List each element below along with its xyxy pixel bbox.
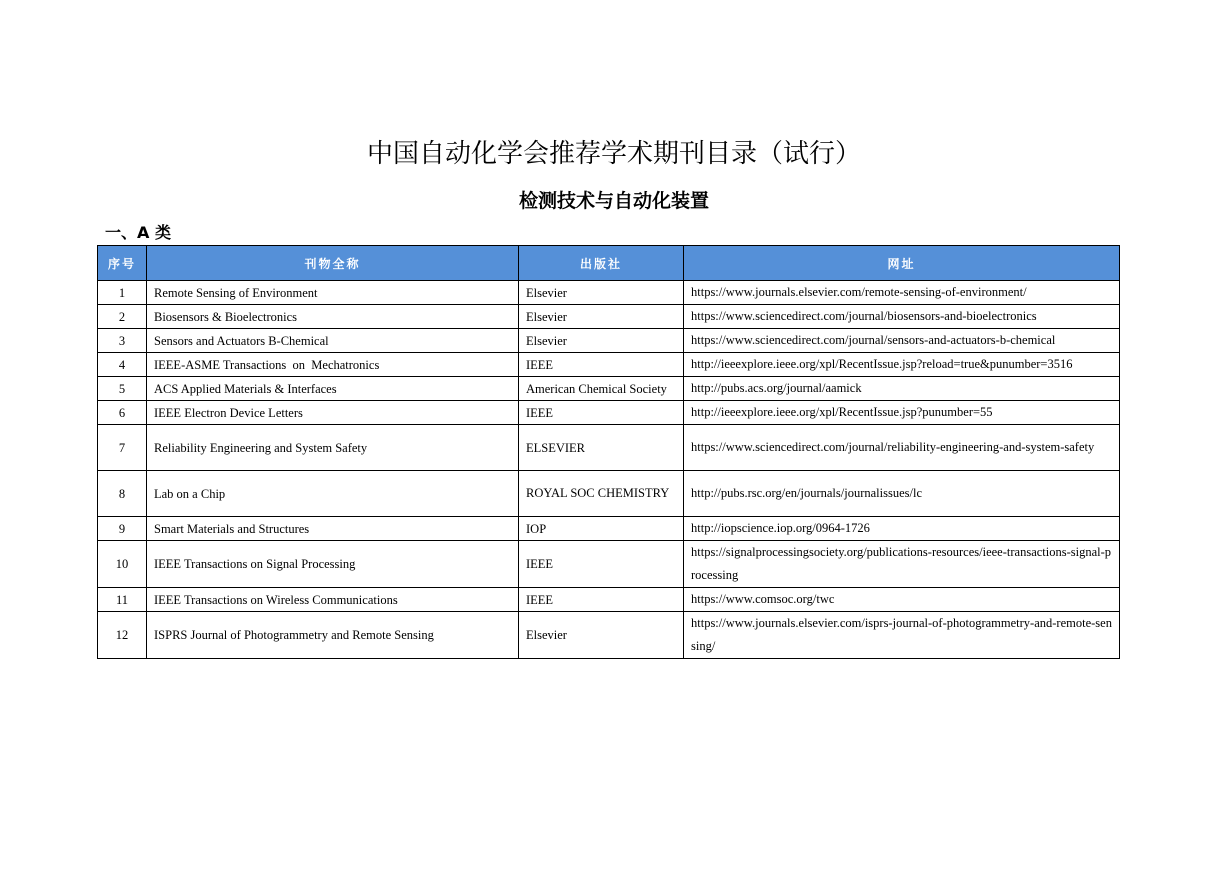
section-heading: 一、A 类 (105, 223, 171, 242)
row-journal-name: Sensors and Actuators B-Chemical (147, 329, 519, 353)
row-journal-name: IEEE Transactions on Wireless Communications (147, 588, 519, 612)
row-url: http://pubs.rsc.org/en/journals/journalissues/lc (684, 471, 1120, 517)
row-no: 2 (98, 305, 147, 329)
row-journal-name: IEEE-ASME Transactions on Mechatronics (147, 353, 519, 377)
page-subtitle: 检测技术与自动化装置 (518, 190, 709, 212)
row-no: 8 (98, 471, 147, 517)
row-no: 12 (98, 612, 147, 659)
row-url: https://www.journals.elsevier.com/isprs-journal-of-photogrammetry-and-remote-sensing/ (684, 612, 1120, 659)
row-publisher: IEEE (519, 401, 684, 425)
table-row (98, 517, 1120, 541)
table-header-row (98, 246, 1120, 281)
row-publisher: IEEE (519, 353, 684, 377)
row-publisher: Elsevier (519, 329, 684, 353)
row-publisher: ROYAL SOC CHEMISTRY (519, 471, 684, 517)
row-no: 6 (98, 401, 147, 425)
row-no: 1 (98, 281, 147, 305)
row-no: 10 (98, 541, 147, 588)
row-publisher: IEEE (519, 588, 684, 612)
row-no: 4 (98, 353, 147, 377)
table-row (98, 305, 1120, 329)
row-journal-name: IEEE Transactions on Signal Processing (147, 541, 519, 588)
header-no: 序号 (98, 246, 147, 281)
row-journal-name: Remote Sensing of Environment (147, 281, 519, 305)
row-publisher: ELSEVIER (519, 425, 684, 471)
table-row (98, 425, 1120, 471)
row-publisher: IOP (519, 517, 684, 541)
row-journal-name: IEEE Electron Device Letters (147, 401, 519, 425)
row-journal-name: ACS Applied Materials & Interfaces (147, 377, 519, 401)
row-journal-name: ISPRS Journal of Photogrammetry and Remote Sensing (147, 612, 519, 659)
row-url: https://www.comsoc.org/twc (684, 588, 1120, 612)
row-no: 11 (98, 588, 147, 612)
header-name: 刊物全称 (147, 246, 519, 281)
row-url: http://pubs.acs.org/journal/aamick (684, 377, 1120, 401)
row-publisher: Elsevier (519, 612, 684, 659)
row-url: http://iopscience.iop.org/0964-1726 (684, 517, 1120, 541)
row-journal-name: Lab on a Chip (147, 471, 519, 517)
table-row (98, 588, 1120, 612)
table-row (98, 401, 1120, 425)
row-publisher: IEEE (519, 541, 684, 588)
table-row (98, 612, 1120, 659)
table-row (98, 329, 1120, 353)
table-row (98, 353, 1120, 377)
row-url: https://www.sciencedirect.com/journal/reliability-engineering-and-system-safety (684, 425, 1120, 471)
table-row (98, 541, 1120, 588)
row-publisher: Elsevier (519, 281, 684, 305)
header-url: 网址 (684, 246, 1120, 281)
row-journal-name: Biosensors & Bioelectronics (147, 305, 519, 329)
row-publisher: Elsevier (519, 305, 684, 329)
row-no: 3 (98, 329, 147, 353)
table-row (98, 281, 1120, 305)
journal-table (97, 245, 1120, 659)
row-url: https://www.sciencedirect.com/journal/biosensors-and-bioelectronics (684, 305, 1120, 329)
row-publisher: American Chemical Society (519, 377, 684, 401)
table-row (98, 471, 1120, 517)
row-url: https://www.journals.elsevier.com/remote-sensing-of-environment/ (684, 281, 1120, 305)
row-journal-name: Reliability Engineering and System Safety (147, 425, 519, 471)
row-no: 5 (98, 377, 147, 401)
table-row (98, 377, 1120, 401)
row-url: http://ieeexplore.ieee.org/xpl/RecentIssue.jsp?punumber=55 (684, 401, 1120, 425)
page-title: 中国自动化学会推荐学术期刊目录（试行） (366, 139, 861, 169)
row-no: 9 (98, 517, 147, 541)
row-url: http://ieeexplore.ieee.org/xpl/RecentIssue.jsp?reload=true&punumber=3516 (684, 353, 1120, 377)
header-publisher: 出版社 (519, 246, 684, 281)
row-journal-name: Smart Materials and Structures (147, 517, 519, 541)
row-url: https://www.sciencedirect.com/journal/sensors-and-actuators-b-chemical (684, 329, 1120, 353)
row-url: https://signalprocessingsociety.org/publications-resources/ieee-transactions-signal-processing (684, 541, 1120, 588)
row-no: 7 (98, 425, 147, 471)
